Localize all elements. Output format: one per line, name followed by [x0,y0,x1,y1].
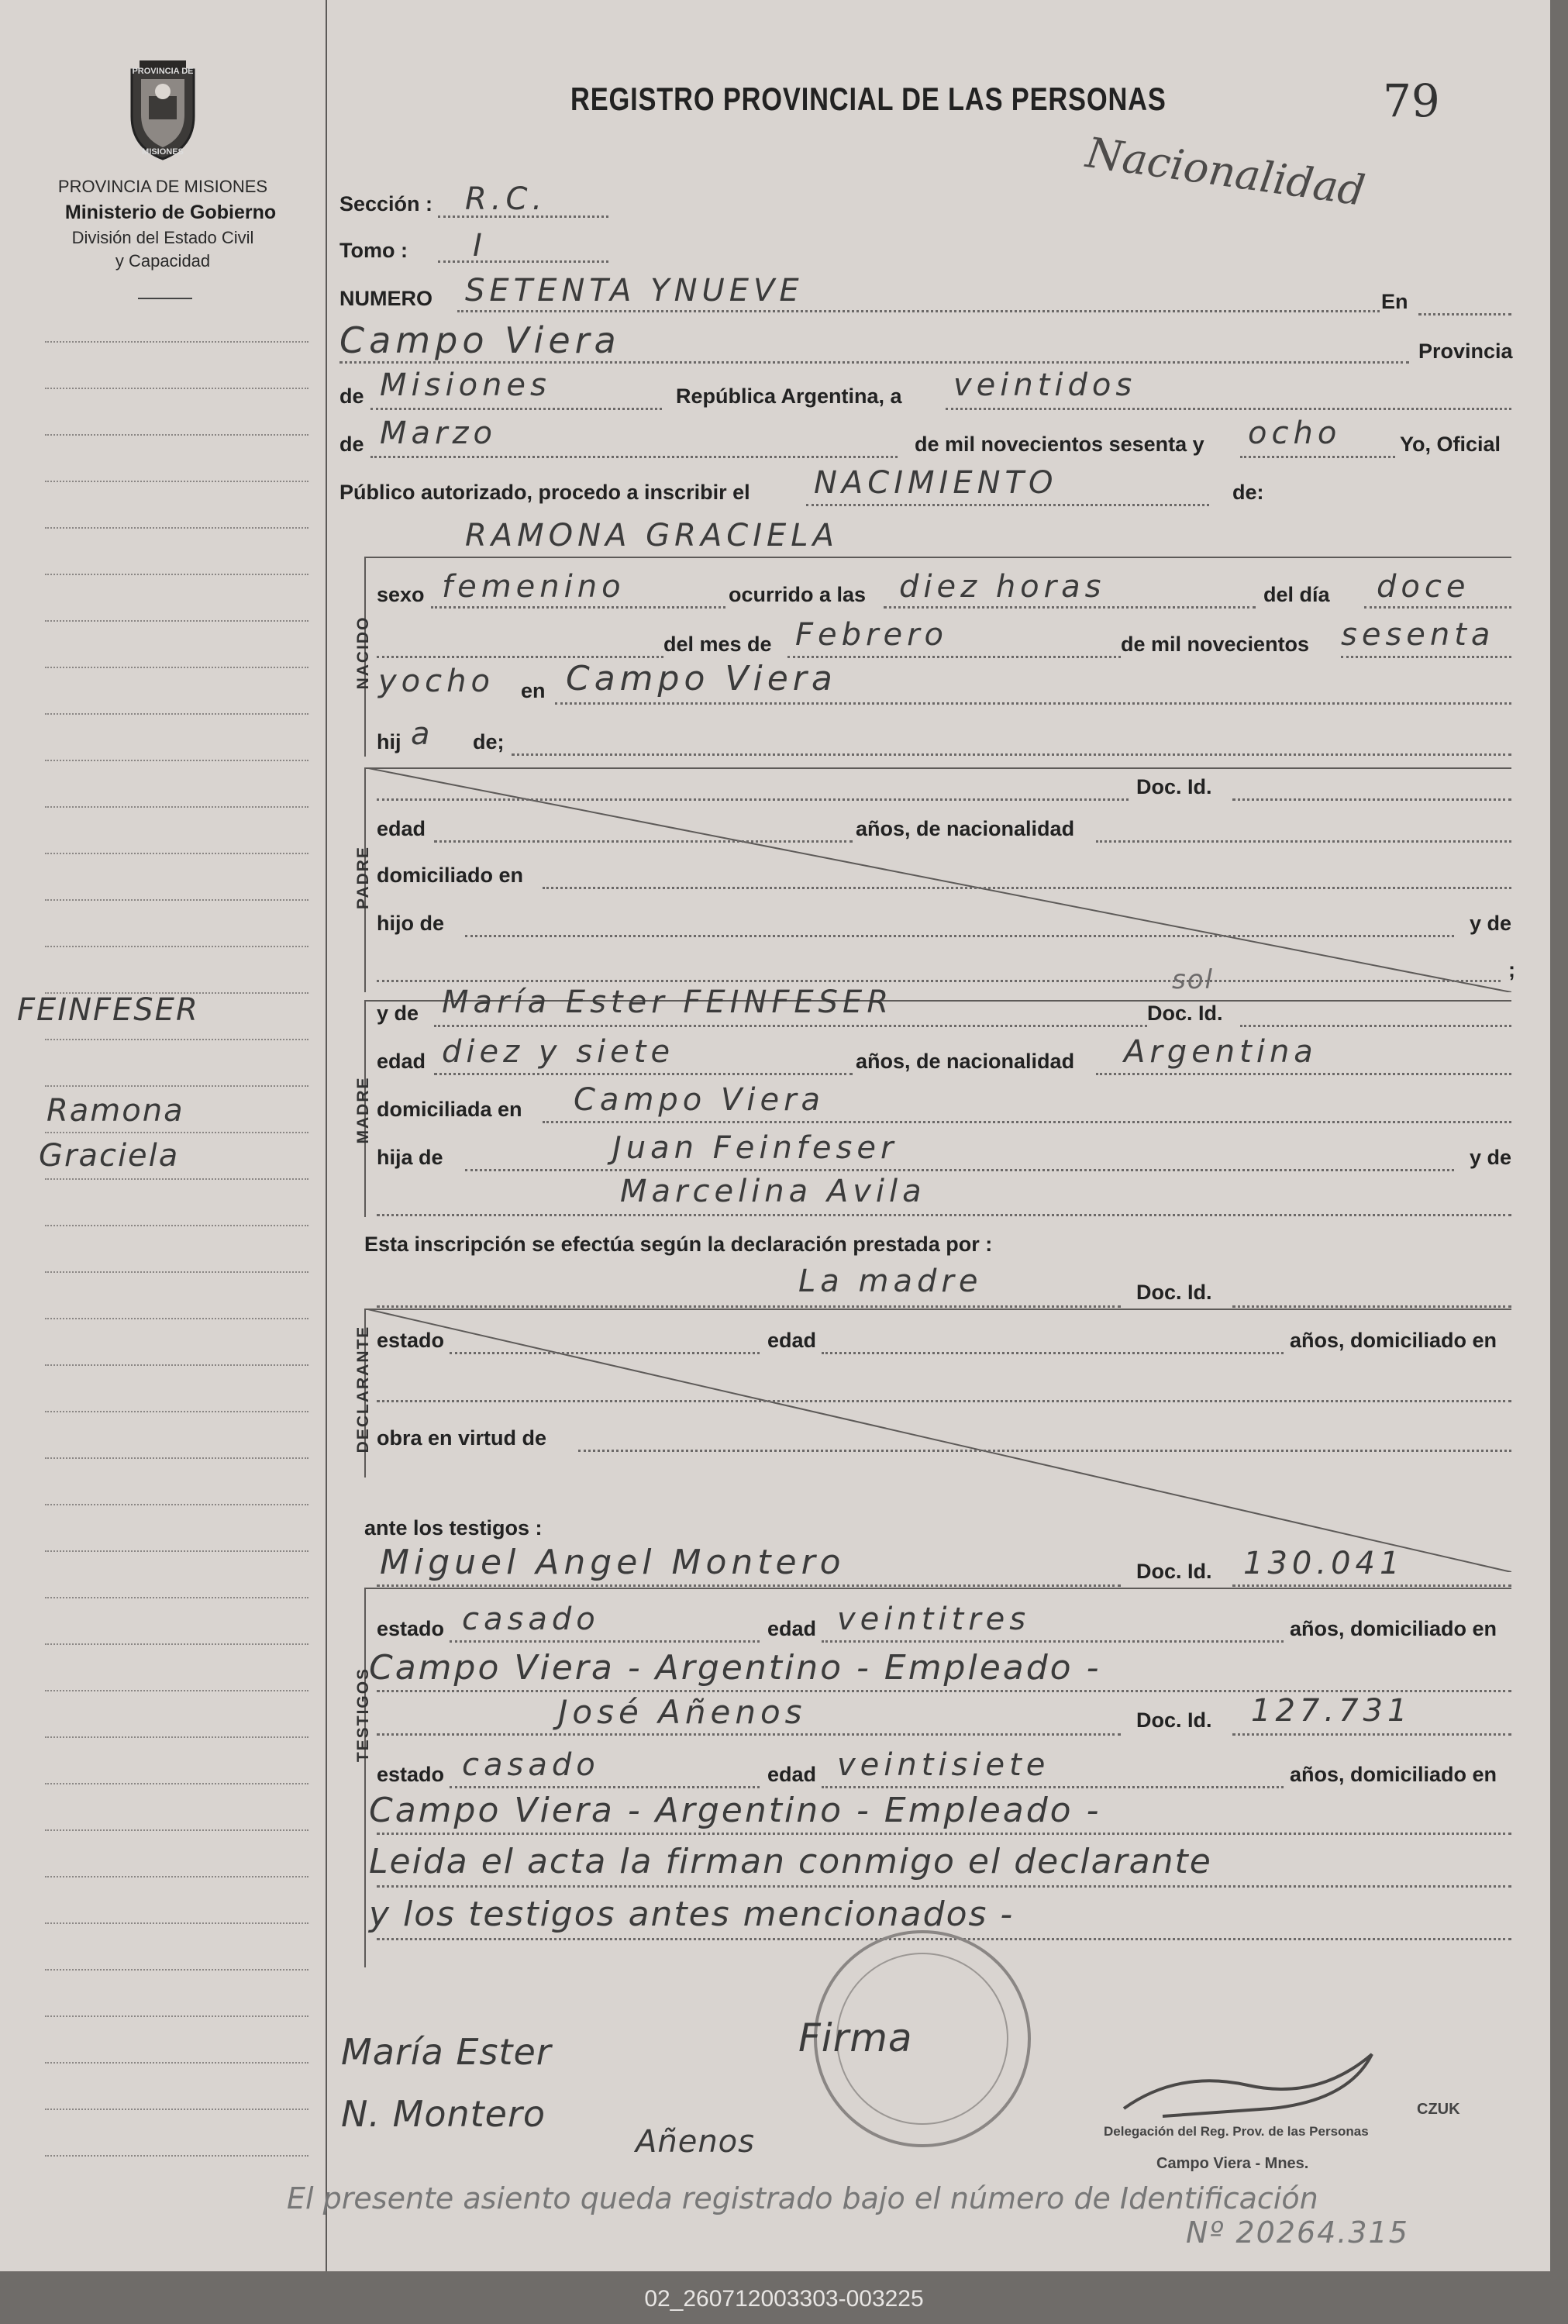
de3-label: de: [1232,481,1264,504]
testigo1-domicilio: Campo Viera - Argentino - Empleado - [369,1648,1101,1688]
testigo2-estado-label: estado [377,1763,445,1786]
madre-docid-label: Doc. Id. [1147,1002,1223,1025]
seccion-label: Sección : [339,192,433,216]
mil-label: de mil novecientos sesenta y [915,433,1204,456]
page-number: 79 [1383,74,1440,127]
padre-edad-label: edad [377,817,426,840]
hora-value: diez horas [899,569,1106,605]
declarante-intro: Esta inscripción se efectúa según la declaración prestada por : [364,1233,993,1256]
republica-label: República Argentina, a [676,384,902,408]
tomo-label: Tomo : [339,239,408,262]
oficial-stamp-place: Campo Viera - Mnes. [1156,2155,1309,2172]
nacido-section-label: NACIDO [354,615,372,690]
padre-domiciliado-label: domiciliado en [377,864,524,887]
provincia-value: Misiones [380,367,551,403]
testigo2-nombre: José Añenos [558,1693,807,1731]
madre-section-label: MADRE [354,1076,372,1144]
madre-padre-value: Juan Feinfeser [612,1130,898,1166]
firma-testigo3: Añenos [636,2124,755,2160]
testigo1-estado: casado [462,1602,600,1637]
division-line1: División del Estado Civil [71,228,254,247]
mes-nacimiento-value: Febrero [795,617,948,653]
mes-registro-value: Marzo [380,415,497,451]
madre-anios-label: años, de nacionalidad [856,1050,1075,1073]
margin-name-line2: Graciela [39,1138,180,1174]
testigo2-edad: veintisiete [837,1747,1050,1783]
declarante-docid-label: Doc. Id. [1136,1281,1212,1304]
firma-testigo2: N. Montero [341,2093,546,2135]
declarante-obra-label: obra en virtud de [377,1426,547,1450]
sexo-value: femenino [442,569,625,605]
padre-yde-label: y de [1470,912,1512,935]
madre-edad-value: diez y siete [442,1034,675,1070]
madre-nombre: María Ester FEINFESER [442,984,894,1020]
publico-label: Público autorizado, procedo a inscribir el [339,481,750,504]
madre-yde-label: y de [377,1002,419,1025]
seccion-value: R.C. [465,181,547,217]
testigo2-domicilio: Campo Viera - Argentino - Empleado - [369,1791,1101,1830]
testigo1-docid: 130.041 [1243,1546,1404,1581]
testigo1-estado-label: estado [377,1617,445,1640]
margin-surname: FEINFESER [17,992,199,1028]
declarante-edad-label: edad [767,1329,817,1352]
nacionalidad-stamp: Nacionalidad [1083,128,1368,216]
oficial-stamp-office: Delegación del Reg. Prov. de las Personas [1104,2124,1369,2139]
nacido-nombre: RAMONA GRACIELA [465,518,839,553]
testigo2-estado: casado [462,1747,600,1783]
hij-de-label: de; [473,730,505,753]
madre-hijade-label: hija de [377,1146,443,1169]
numero-label: NUMERO [339,287,432,310]
lugar-nacimiento-value: Campo Viera [566,659,837,698]
hij-label: hij [377,730,401,753]
numero-value: SETENTA YNUEVE [465,273,804,309]
dia-nacimiento-value: doce [1377,569,1470,605]
madre-yde2-label: y de [1470,1146,1512,1169]
dia-registro-value: veintidos [953,367,1137,403]
de2-label: de [339,433,364,456]
testigo2-anios-label: años, domiciliado en [1290,1763,1497,1786]
emblem-top-text: PROVINCIA DE [132,67,194,76]
nota-identificacion-line1: El presente asiento queda registrado bajo el número de Identificación [287,2181,1318,2215]
emblem-bottom-text: MISIONES [142,147,184,157]
testigo1-nombre: Miguel Angel Montero [380,1543,846,1582]
place-value: Campo Viera [339,319,621,361]
padre-semicolon: ; [1508,958,1515,981]
de-label: de [339,384,364,408]
madre-domiciliada-label: domiciliada en [377,1098,522,1121]
padre-anios-label: años, de nacionalidad [856,817,1075,840]
hij-value: a [411,716,435,752]
padre-section-label: PADRE [354,846,372,909]
madre-nacionalidad-value: Argentina [1124,1034,1318,1070]
testigo2-docid: 127.731 [1251,1693,1412,1729]
madre-domicilio-value: Campo Viera [574,1082,825,1118]
ministry-name: Ministerio de Gobierno [64,202,277,223]
firma-testigo1: Firma [798,2015,913,2060]
oficial-signature [1116,2039,1442,2124]
testigo2-edad-label: edad [767,1763,817,1786]
declarante-estado-label: estado [377,1329,445,1352]
declarante-nombre: La madre [798,1264,983,1299]
testigo1-anios-label: años, domiciliado en [1290,1617,1497,1640]
document-title: REGISTRO PROVINCIAL DE LAS PERSONAS [570,81,1167,117]
testigo1-docid-label: Doc. Id. [1136,1560,1212,1583]
testigos-section-label: TESTIGOS [354,1667,372,1763]
deldia-label: del día [1263,583,1330,606]
testigos-intro: ante los testigos : [364,1516,543,1540]
oficial-label: Yo, Oficial [1400,433,1501,456]
madre-edad-label: edad [377,1050,426,1073]
padre-hijode-label: hijo de [377,912,444,935]
padre-docid-label: Doc. Id. [1136,775,1212,798]
cierre-line1: Leida el acta la firman conmigo el declarante [369,1842,1212,1881]
cierre-line2: y los testigos antes mencionados - [369,1895,1015,1934]
madre-madre-value: Marcelina Avila [620,1174,926,1209]
testigo1-edad-label: edad [767,1617,817,1640]
ocurrido-label: ocurrido a las [729,583,867,606]
anio-registro-value: ocho [1248,415,1342,451]
testigo1-edad: veintitres [837,1602,1031,1637]
nota-identificacion-line2: Nº 20264.315 [1186,2215,1409,2250]
margin-name-line1: Ramona [47,1093,184,1129]
oficial-stamp-name: CZUK [1417,2101,1460,2118]
en-label: En [1381,290,1408,313]
province-name: PROVINCIA DE MISIONES [57,177,268,196]
division-line2: y Capacidad [115,251,211,271]
milnov-label: de mil novecientos [1121,633,1310,656]
margin-divider [326,0,327,2271]
madre-estado-annot: sol [1172,964,1214,995]
anio-cont-value: yocho [378,664,495,699]
firma-madre: María Ester [341,2031,552,2073]
anio-nacimiento-value: sesenta [1341,617,1495,653]
declarante-section-label: DECLARANTE [354,1325,372,1453]
tomo-value: I [473,228,487,264]
testigo2-docid-label: Doc. Id. [1136,1709,1212,1732]
delmes-label: del mes de [663,633,772,656]
declarante-anios-label: años, domiciliado en [1290,1329,1497,1352]
padre-cancel-line [364,767,1511,992]
provincia-label: Provincia [1418,340,1513,363]
nacido-en-label: en [521,679,546,702]
scan-file-id: 02_260712003303-003225 [644,2286,924,2312]
sexo-label: sexo [377,583,425,606]
acto-value: NACIMIENTO [814,465,1058,501]
